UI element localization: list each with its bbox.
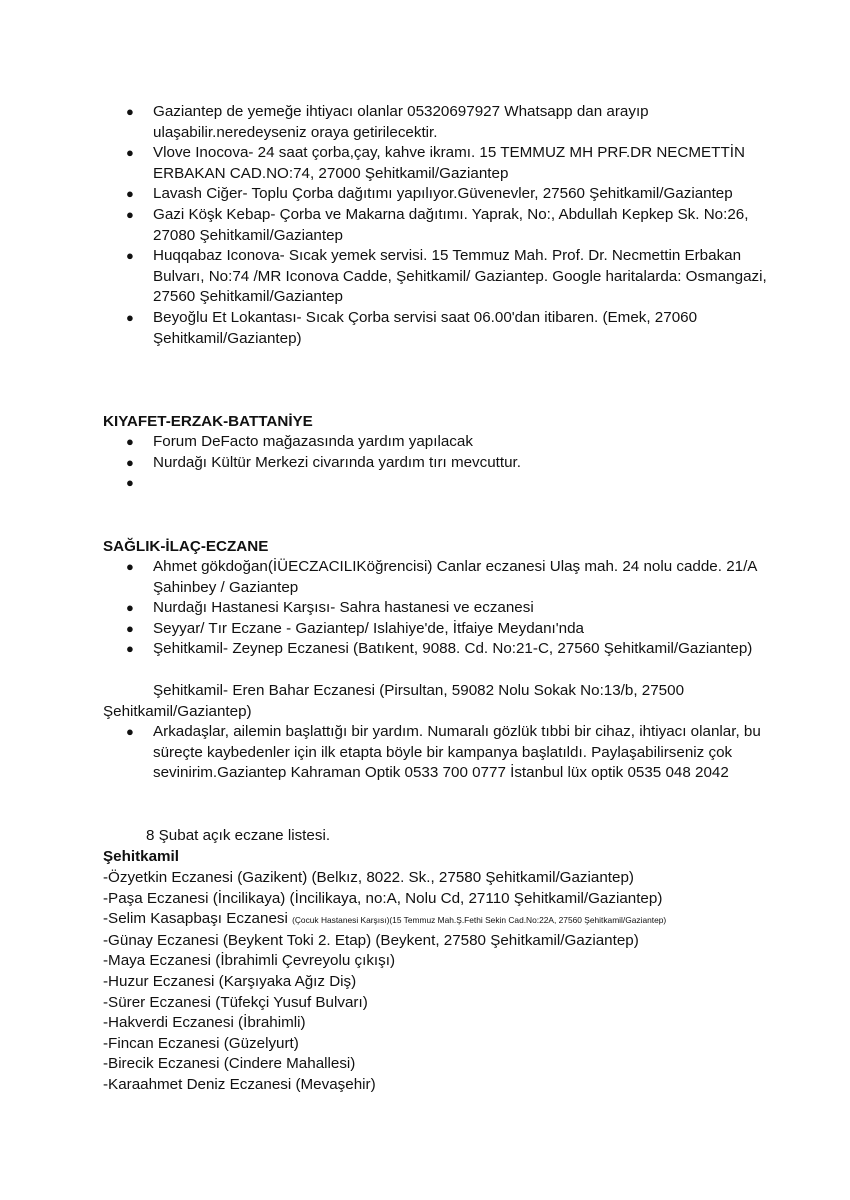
pharmacy-entry: -Karaahmet Deniz Eczanesi (Mevaşehir) xyxy=(103,1075,376,1093)
list-item: ● Şehitkamil- Zeynep Eczanesi (Batıkent, 9088. Cd. No:21-C, 27560 Şehitkamil/Gaziantep) xyxy=(0,639,850,660)
list-item: ● Gazi Köşk Kebap- Çorba ve Makarna dağıtımı. Yaprak, No:, Abdullah Kepkep Sk. No:26, 27080 Şehitkamil/Gaziantep xyxy=(126,205,749,244)
bullet-icon: ● xyxy=(126,641,134,657)
pharmacy-entry: -Maya Eczanesi (İbrahimli Çevreyolu çıkışı) xyxy=(103,952,396,970)
section-heading-clothing: KIYAFET-ERZAK-BATTANİYE xyxy=(103,413,313,430)
bullet-icon: ● xyxy=(126,104,134,119)
pharmacy-entry: -Fincan Eczanesi (Güzelyurt) xyxy=(103,1034,299,1052)
health-help-list-2 xyxy=(0,722,850,784)
list-item: ● Vlove Inocova- 24 saat çorba,çay, kahve ikramı. 15 TEMMUZ MH PRF.DR NECMETTİN ERBAKAN CAD.NO:74, 27000 Şehitkamil/Gaziantep xyxy=(126,144,745,182)
list-item xyxy=(0,473,850,494)
list-item: ● Gaziantep de yemeğe ihtiyacı olanlar 05320697927 Whatsapp dan arayıp ulaşabilir.neredeyseniz oraya getirilecektir. xyxy=(126,103,649,141)
bullet-icon: ● xyxy=(126,186,134,202)
list-item: ● Huqqabaz Iconova- Sıcak yemek servisi. 15 Temmuz Mah. Prof. Dr. Necmettin Erbakan Bulvarı, No:74 /MR Iconova Cadde, Şehitkamil/ Gaziantep. Google haritalarda: Osmangazi, 27560 Şehitkamil/Gaziantep xyxy=(126,247,767,306)
list-item: ● Ahmet gökdoğan(İÜECZACILIKöğrencisi) Canlar eczanesi Ulaş mah. 24 nolu cadde. 21/A Şahinbey / Gaziantep xyxy=(126,558,757,596)
list-item: ● Arkadaşlar, ailemin başlattığı bir yardım. Numaralı gözlük tıbbi bir cihaz, ihtiyacı olanlar, bu süreçte kaybedenler için ilk etapta böyle bir kampanya başlatıldı. Paylaşabilirseniz çok sevinirim.Gaziantep Kahraman Optik 0533 700 0777 İstanbul lüx optik 0535 048 2042 xyxy=(126,723,761,782)
clothing-help-list xyxy=(0,432,850,494)
pharmacy-entry-note: (Çocuk Hastanesi Karşısı)(15 Temmuz Mah.Ş.Fethi Sekin Cad.No:22A, 27560 Şehitkamil/Gaziantep) xyxy=(292,915,667,926)
pharmacy-entry: -Huzur Eczanesi (Karşıyaka Ağız Diş) xyxy=(103,972,357,990)
bullet-icon: ● xyxy=(126,475,134,491)
food-help-list xyxy=(0,102,850,349)
pharmacy-entry: -Özyetkin Eczanesi (Gazikent) (Belkız, 8022. Sk., 27580 Şehitkamil/Gaziantep) xyxy=(103,869,634,886)
section-heading-health: SAĞLIK-İLAÇ-ECZANE xyxy=(103,538,269,555)
bullet-icon: ● xyxy=(126,559,134,574)
pharmacy-entry: -Sürer Eczanesi (Tüfekçi Yusuf Bulvarı) xyxy=(103,993,368,1011)
extra-pharmacy-entry xyxy=(0,681,850,722)
bullet-icon: ● xyxy=(126,206,134,222)
bullet-icon: ● xyxy=(126,248,134,264)
pharmacy-entry: -Günay Eczanesi (Beykent Toki 2. Etap) (Beykent, 27580 Şehitkamil/Gaziantep) xyxy=(103,931,639,949)
pharmacy-entry: -Paşa Eczanesi (İncilikaya) (İncilikaya, no:A, Nolu Cd, 27110 Şehitkamil/Gaziantep) xyxy=(103,889,663,907)
list-item: ● Beyoğlu Et Lokantası- Sıcak Çorba servisi saat 06.00'dan itibaren. (Emek, 27060 Şehitkamil/Gaziantep) xyxy=(126,308,698,347)
pharmacy-entry: -Birecik Eczanesi (Cindere Mahallesi) xyxy=(103,1055,356,1073)
bullet-icon: ● xyxy=(126,309,134,325)
bullet-icon: ● xyxy=(126,600,134,616)
health-help-list xyxy=(0,557,850,660)
extra-pharmacy-line-2: Şehitkamil/Gaziantep) xyxy=(103,702,252,720)
bullet-icon: ● xyxy=(126,145,134,161)
pharmacy-list xyxy=(103,868,823,1096)
bullet-icon: ● xyxy=(126,454,134,470)
pharmacy-entry xyxy=(103,909,823,931)
extra-pharmacy-line-1: Şehitkamil- Eren Bahar Eczanesi (Pirsultan, 59082 Nolu Sokak No:13/b, 27500 xyxy=(153,682,685,699)
list-item: ● Seyyar/ Tır Eczane - Gaziantep/ Islahiye'de, İtfaiye Meydanı'nda xyxy=(0,619,850,640)
pharmacy-entry: -Hakverdi Eczanesi (İbrahimli) xyxy=(103,1014,306,1032)
list-item: ● Nurdağı Kültür Merkezi civarında yardım tırı mevcuttur. xyxy=(0,453,850,474)
pharmacy-entry-name: -Selim Kasapbaşı Eczanesi xyxy=(103,910,293,928)
list-item: ● Nurdağı Hastanesi Karşısı- Sahra hastanesi ve eczanesi xyxy=(0,598,850,619)
bullet-icon: ● xyxy=(126,724,134,739)
bullet-icon: ● xyxy=(126,620,134,636)
bullet-icon: ● xyxy=(126,434,134,449)
district-heading: Şehitkamil xyxy=(103,848,179,865)
list-item: ● Lavash Ciğer- Toplu Çorba dağıtımı yapılıyor.Güvenevler, 27560 Şehitkamil/Gaziantep xyxy=(0,184,850,205)
list-item: ● Forum DeFacto mağazasında yardım yapılacak xyxy=(0,432,850,453)
open-pharmacy-list-title: 8 Şubat açık eczane listesi. xyxy=(146,827,331,844)
